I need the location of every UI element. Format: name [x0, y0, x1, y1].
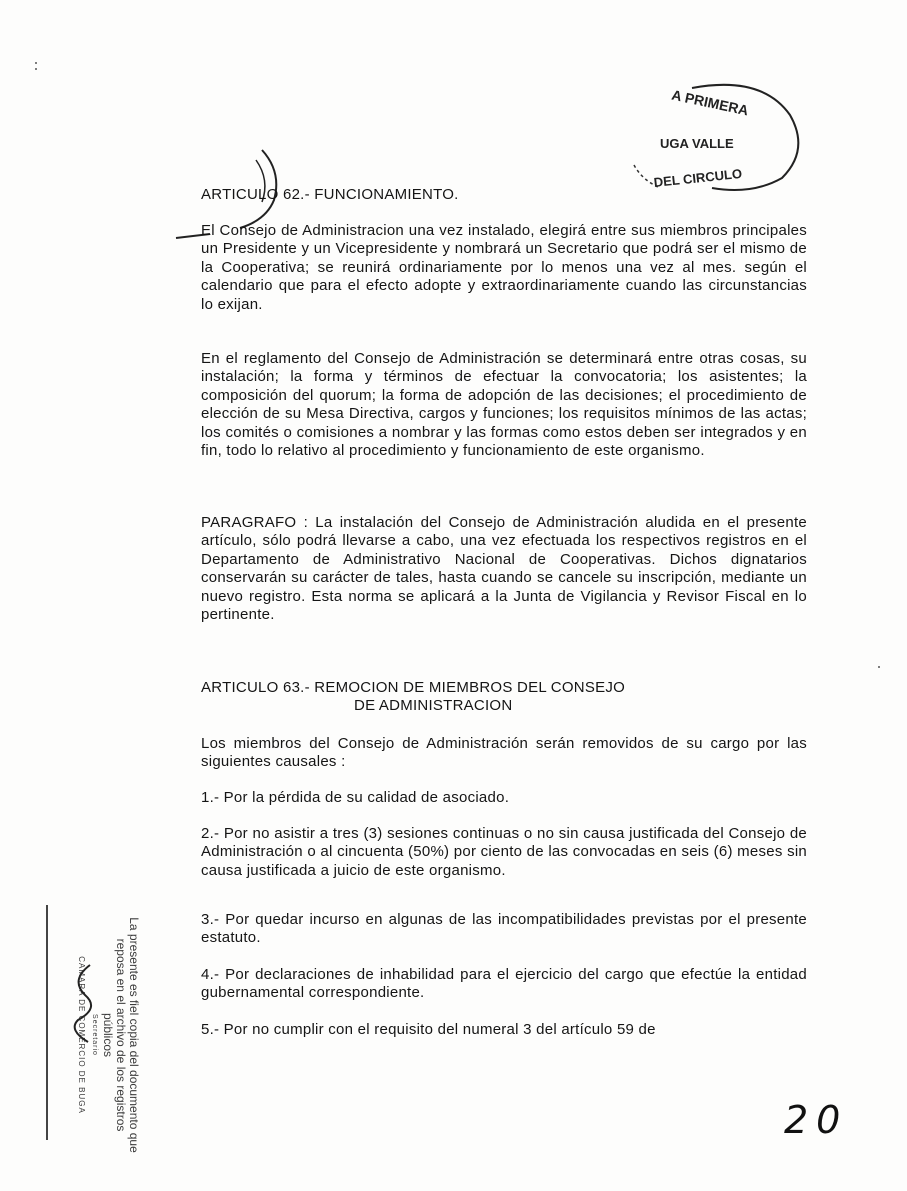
article-63-intro: Los miembros del Consejo de Administración serán removidos de su cargo por las siguientes causales :: [201, 735, 807, 771]
stamp-text-2: UGA VALLE: [660, 136, 734, 151]
causal-item-5: 5.- Por no cumplir con el requisito del numeral 3 del artículo 59 de: [201, 1021, 656, 1038]
causal-item-1: 1.- Por la pérdida de su calidad de asociado.: [201, 789, 510, 806]
certification-role: Secretario: [91, 1014, 98, 1056]
scan-speck: [35, 62, 37, 64]
stamp-text-1: A PRIMERA: [670, 86, 750, 119]
article-62-paragraph-2: En el reglamento del Consejo de Administración se determinará entre otras cosas, su instalación; la forma y términos de efectuar la convocatoria; los asistentes; la composición del quorum; la forma de adopción de las decisiones; el procedimiento de elección de su Mesa Directiva, cargos y funciones; los requisitos mínimos de las actas; los comités o comisiones a nombrar y las formas como estos deben ser integrados y en fin, todo lo relativo al procedimiento y funcionamiento de este organismo.: [201, 350, 807, 460]
page-number: 20: [784, 1098, 849, 1142]
certification-line-1: La presente es fiel copia del documento que: [127, 917, 141, 1153]
article-62-heading: ARTICULO 62.- FUNCIONAMIENTO.: [201, 186, 459, 203]
article-63-heading-line-2: DE ADMINISTRACION: [354, 697, 513, 714]
paragrafo: PARAGRAFO : La instalación del Consejo de Administración aludida en el presente artículo, sólo podrá llevarse a cabo, una vez efectuada los respectivos registros en el Departamento de Administrativo Nacional de Cooperativas. Dichos dignatarios conservarán su carácter de tales, hasta cuando se cancele su inscripción, mediante un nuevo registro. Esta norma se aplicará a la Junta de Vigilancia y Revisor Fiscal en lo pertinente.: [201, 514, 807, 624]
scan-speck: [35, 68, 37, 70]
scan-speck: [878, 666, 880, 668]
circular-stamp: [612, 70, 812, 205]
article-62-paragraph-1: El Consejo de Administracion una vez instalado, elegirá entre sus miembros principales un Presidente y un Vicepresidente y nombrará un Secretario que podrá ser el mismo de la Cooperativa; se reunirá ordinariamente por lo menos una vez al mes. según el calendario que para el efecto adopte y extraordinariamente cuando las circunstancias lo exijan.: [201, 222, 807, 313]
certification-org: CAMARA DE COMERCIO DE BUGA: [77, 956, 86, 1114]
causal-item-4: 4.- Por declaraciones de inhabilidad para el ejercicio del cargo que efectúe la entidad gubernamental correspondiente.: [201, 966, 807, 1002]
causal-item-2: 2.- Por no asistir a tres (3) sesiones continuas o no sin causa justificada del Consejo de Administración o al cincuenta (50%) por ciento de las convocadas en seis (6) meses sin causa justificada a juicio de este organismo.: [201, 825, 807, 879]
stamp-text-3: DEL CIRCULO: [653, 165, 743, 191]
causal-item-3: 3.- Por quedar incurso en algunas de las incompatibilidades previstas por el presente estatuto.: [201, 911, 807, 947]
article-63-heading-line-1: ARTICULO 63.- REMOCION DE MIEMBROS DEL CONSEJO: [201, 679, 626, 696]
stamp-graphic: [612, 70, 812, 205]
signature: [60, 960, 110, 1050]
certification-line-2: reposa en el archivo de los registros públicos: [101, 938, 128, 1132]
